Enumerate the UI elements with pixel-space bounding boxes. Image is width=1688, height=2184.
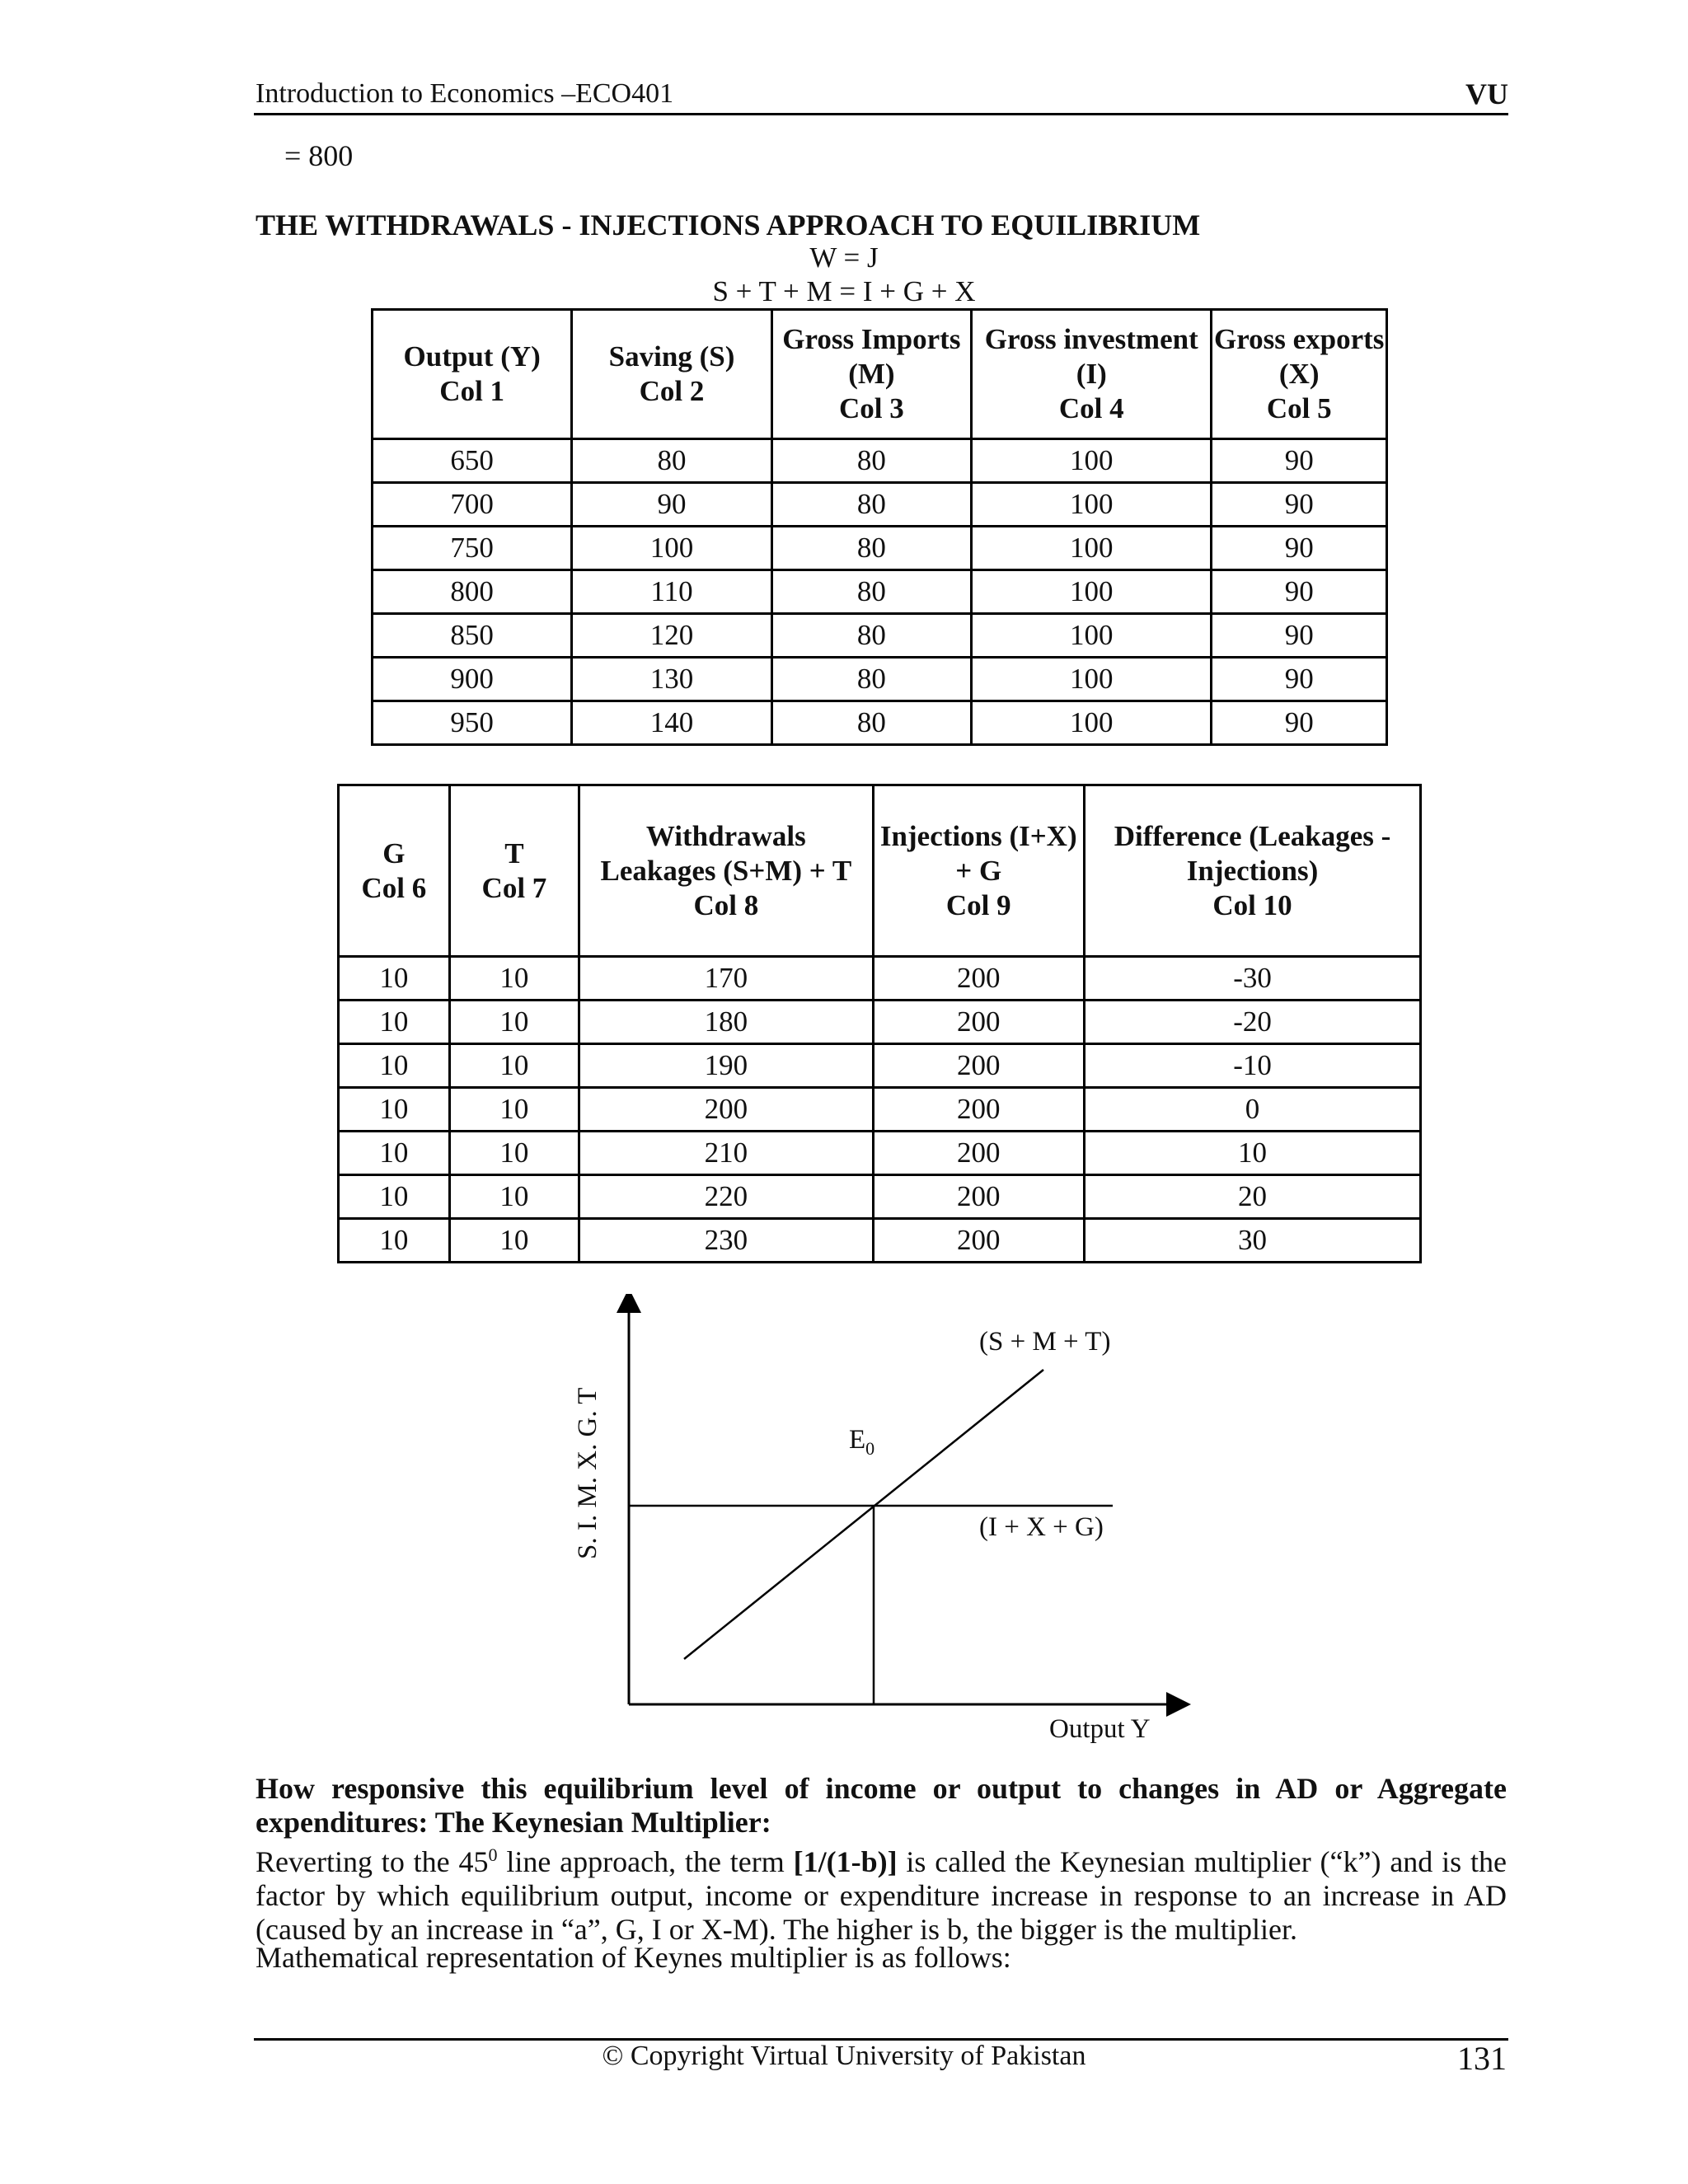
- table-cell: 10: [339, 1044, 450, 1088]
- column-header: [972, 310, 1212, 439]
- column-header-line: Col 5: [1266, 392, 1332, 424]
- math-representation-line: Mathematical representation of Keynes multiplier is as follows:: [256, 1941, 1011, 1974]
- column-header-line: Col 8: [693, 888, 759, 921]
- table-header-row: [339, 785, 1421, 957]
- table-row: [339, 1219, 1421, 1263]
- column-header-line: Withdrawals: [645, 819, 806, 852]
- table-cell: 10: [449, 1132, 579, 1175]
- table-cell: 200: [873, 1132, 1085, 1175]
- x-axis-label: Output Y: [1049, 1714, 1151, 1744]
- table-cell: 200: [873, 1175, 1085, 1219]
- table-output-saving-imports: [371, 308, 1388, 746]
- table-cell: 200: [873, 957, 1085, 1001]
- table-cell: 100: [972, 701, 1212, 745]
- table-cell: 100: [572, 527, 771, 570]
- table-cell: 130: [572, 658, 771, 701]
- table-cell: 0: [1085, 1088, 1421, 1132]
- section-title: THE WITHDRAWALS - INJECTIONS APPROACH TO EQUILIBRIUM: [256, 209, 1201, 241]
- table-row: [339, 1001, 1421, 1044]
- table-cell: 80: [771, 527, 971, 570]
- withdrawals-injections-chart: [552, 1294, 1212, 1755]
- table-cell: -20: [1085, 1001, 1421, 1044]
- table-row: [373, 658, 1387, 701]
- column-header: [771, 310, 971, 439]
- table-row: [373, 570, 1387, 614]
- intro-equation: = 800: [284, 139, 354, 172]
- column-header-line: Col 1: [439, 375, 505, 407]
- column-header: [1085, 785, 1421, 957]
- column-header-line: Col 3: [839, 392, 904, 424]
- table-cell: 10: [449, 1044, 579, 1088]
- table-cell: 90: [1212, 570, 1387, 614]
- table-cell: 200: [873, 1219, 1085, 1263]
- column-header: [339, 785, 450, 957]
- table-cell: 10: [449, 1219, 579, 1263]
- table-cell: 80: [771, 614, 971, 658]
- table-cell: 10: [449, 1001, 579, 1044]
- series-label-injections: (I + X + G): [979, 1512, 1104, 1542]
- table-cell: 220: [579, 1175, 873, 1219]
- table-cell: 100: [972, 439, 1212, 483]
- table-row: [373, 614, 1387, 658]
- formula-expanded: S + T + M = I + G + X: [712, 275, 976, 307]
- table-cell: 750: [373, 527, 572, 570]
- table-cell: 230: [579, 1219, 873, 1263]
- column-header-line: Gross investment: [984, 323, 1198, 355]
- y-axis-label: S. I. M. X. G. T: [573, 1387, 603, 1559]
- table-cell: 110: [572, 570, 771, 614]
- formula-w-equals-j: W = J: [809, 241, 879, 274]
- table-cell: 190: [579, 1044, 873, 1088]
- table-row: [373, 701, 1387, 745]
- table-cell: 10: [339, 1088, 450, 1132]
- column-header-line: Col 10: [1212, 888, 1292, 921]
- table-cell: 100: [972, 658, 1212, 701]
- table-cell: 100: [972, 527, 1212, 570]
- column-header-line: Col 4: [1058, 392, 1124, 424]
- table-cell: 80: [771, 701, 971, 745]
- table-cell: 200: [873, 1001, 1085, 1044]
- table-cell: -30: [1085, 957, 1421, 1001]
- column-header-line: Output (Y): [403, 340, 541, 373]
- table-cell: 200: [579, 1088, 873, 1132]
- table-cell: 10: [339, 1175, 450, 1219]
- table-cell: 120: [572, 614, 771, 658]
- column-header-line: Col 7: [481, 871, 547, 904]
- column-header-line: + G: [955, 854, 1002, 887]
- table-cell: 950: [373, 701, 572, 745]
- table-cell: 200: [873, 1088, 1085, 1132]
- column-header: [373, 310, 572, 439]
- table-cell: 140: [572, 701, 771, 745]
- column-header-line: Difference (Leakages -: [1114, 819, 1391, 852]
- table-cell: -10: [1085, 1044, 1421, 1088]
- table-cell: 10: [339, 1001, 450, 1044]
- equilibrium-label: $E_0$: [849, 1425, 875, 1459]
- table-cell: 90: [1212, 439, 1387, 483]
- table-cell: 10: [1085, 1132, 1421, 1175]
- column-header: [579, 785, 873, 957]
- table-cell: 10: [339, 1219, 450, 1263]
- table-cell: 90: [1212, 658, 1387, 701]
- table-row: [373, 527, 1387, 570]
- page-number: 131: [1457, 2040, 1507, 2077]
- table-cell: 10: [339, 957, 450, 1001]
- table-row: [339, 1088, 1421, 1132]
- table-cell: 800: [373, 570, 572, 614]
- column-header: [572, 310, 771, 439]
- table-cell: 90: [1212, 483, 1387, 527]
- column-header-line: Col 2: [639, 375, 705, 407]
- column-header-line: Col 6: [361, 871, 427, 904]
- table-cell: 10: [449, 957, 579, 1001]
- column-header: [873, 785, 1085, 957]
- table-row: [339, 1044, 1421, 1088]
- table-cell: 80: [572, 439, 771, 483]
- column-header-line: Leakages (S+M) + T: [600, 854, 852, 887]
- table-cell: 90: [1212, 614, 1387, 658]
- table-cell: 700: [373, 483, 572, 527]
- table-cell: 90: [1212, 527, 1387, 570]
- column-header-line: Gross exports: [1214, 323, 1385, 355]
- column-header: [449, 785, 579, 957]
- table-cell: 100: [972, 483, 1212, 527]
- table-cell: 80: [771, 658, 971, 701]
- table-cell: 100: [972, 570, 1212, 614]
- table-cell: 900: [373, 658, 572, 701]
- column-header-line: Gross Imports: [782, 323, 961, 355]
- table-cell: 90: [572, 483, 771, 527]
- column-header-line: Saving (S): [608, 340, 735, 373]
- series-label-withdrawals: (S + M + T): [979, 1327, 1111, 1357]
- column-header-line: G: [382, 837, 406, 869]
- table-row: [339, 1175, 1421, 1219]
- column-header-line: (X): [1278, 358, 1320, 390]
- table-row: [373, 439, 1387, 483]
- table-cell: 10: [339, 1132, 450, 1175]
- table-withdrawals-injections: [337, 784, 1422, 1263]
- table-cell: 210: [579, 1132, 873, 1175]
- table-cell: 170: [579, 957, 873, 1001]
- table-row: [373, 483, 1387, 527]
- table-cell: 10: [449, 1175, 579, 1219]
- column-header-line: Col 9: [945, 888, 1011, 921]
- column-header-line: (I): [1076, 358, 1107, 390]
- multiplier-paragraph: Reverting to the $45^0$ line approach, the term [1/(1-b)] is called the Keynesian multiplier (“k”) and is the factor by which equilibrium output, income or expenditure increase in response to an increase in AD (caused by an increase in “a”, G, I or X-M). The higher is b, the bigger is the multiplier.: [256, 1844, 1507, 1946]
- table-cell: 180: [579, 1001, 873, 1044]
- column-header-line: Injections (I+X): [879, 819, 1077, 852]
- table-cell: 80: [771, 570, 971, 614]
- table-cell: 90: [1212, 701, 1387, 745]
- course-title: Introduction to Economics –ECO401: [256, 78, 674, 109]
- table-cell: 30: [1085, 1219, 1421, 1263]
- table-row: [339, 1132, 1421, 1175]
- table-cell: 650: [373, 439, 572, 483]
- column-header-line: T: [504, 837, 524, 869]
- table-cell: 850: [373, 614, 572, 658]
- table-cell: 80: [771, 439, 971, 483]
- table-cell: 20: [1085, 1175, 1421, 1219]
- column-header: [1212, 310, 1387, 439]
- institution-label: VU: [1465, 77, 1508, 110]
- multiplier-question: How responsive this equilibrium level of income or output to changes in AD or Aggregate expenditures: The Keynesian Multiplier:: [256, 1772, 1507, 1839]
- copyright-notice: © Copyright Virtual University of Pakistan: [602, 2041, 1086, 2071]
- table-header-row: [373, 310, 1387, 439]
- table-row: [339, 957, 1421, 1001]
- table-cell: 80: [771, 483, 971, 527]
- column-header-line: (M): [848, 358, 895, 390]
- header-divider: [254, 113, 1508, 115]
- table-cell: 200: [873, 1044, 1085, 1088]
- table-cell: 100: [972, 614, 1212, 658]
- table-cell: 10: [449, 1088, 579, 1132]
- column-header-line: Injections): [1186, 854, 1319, 887]
